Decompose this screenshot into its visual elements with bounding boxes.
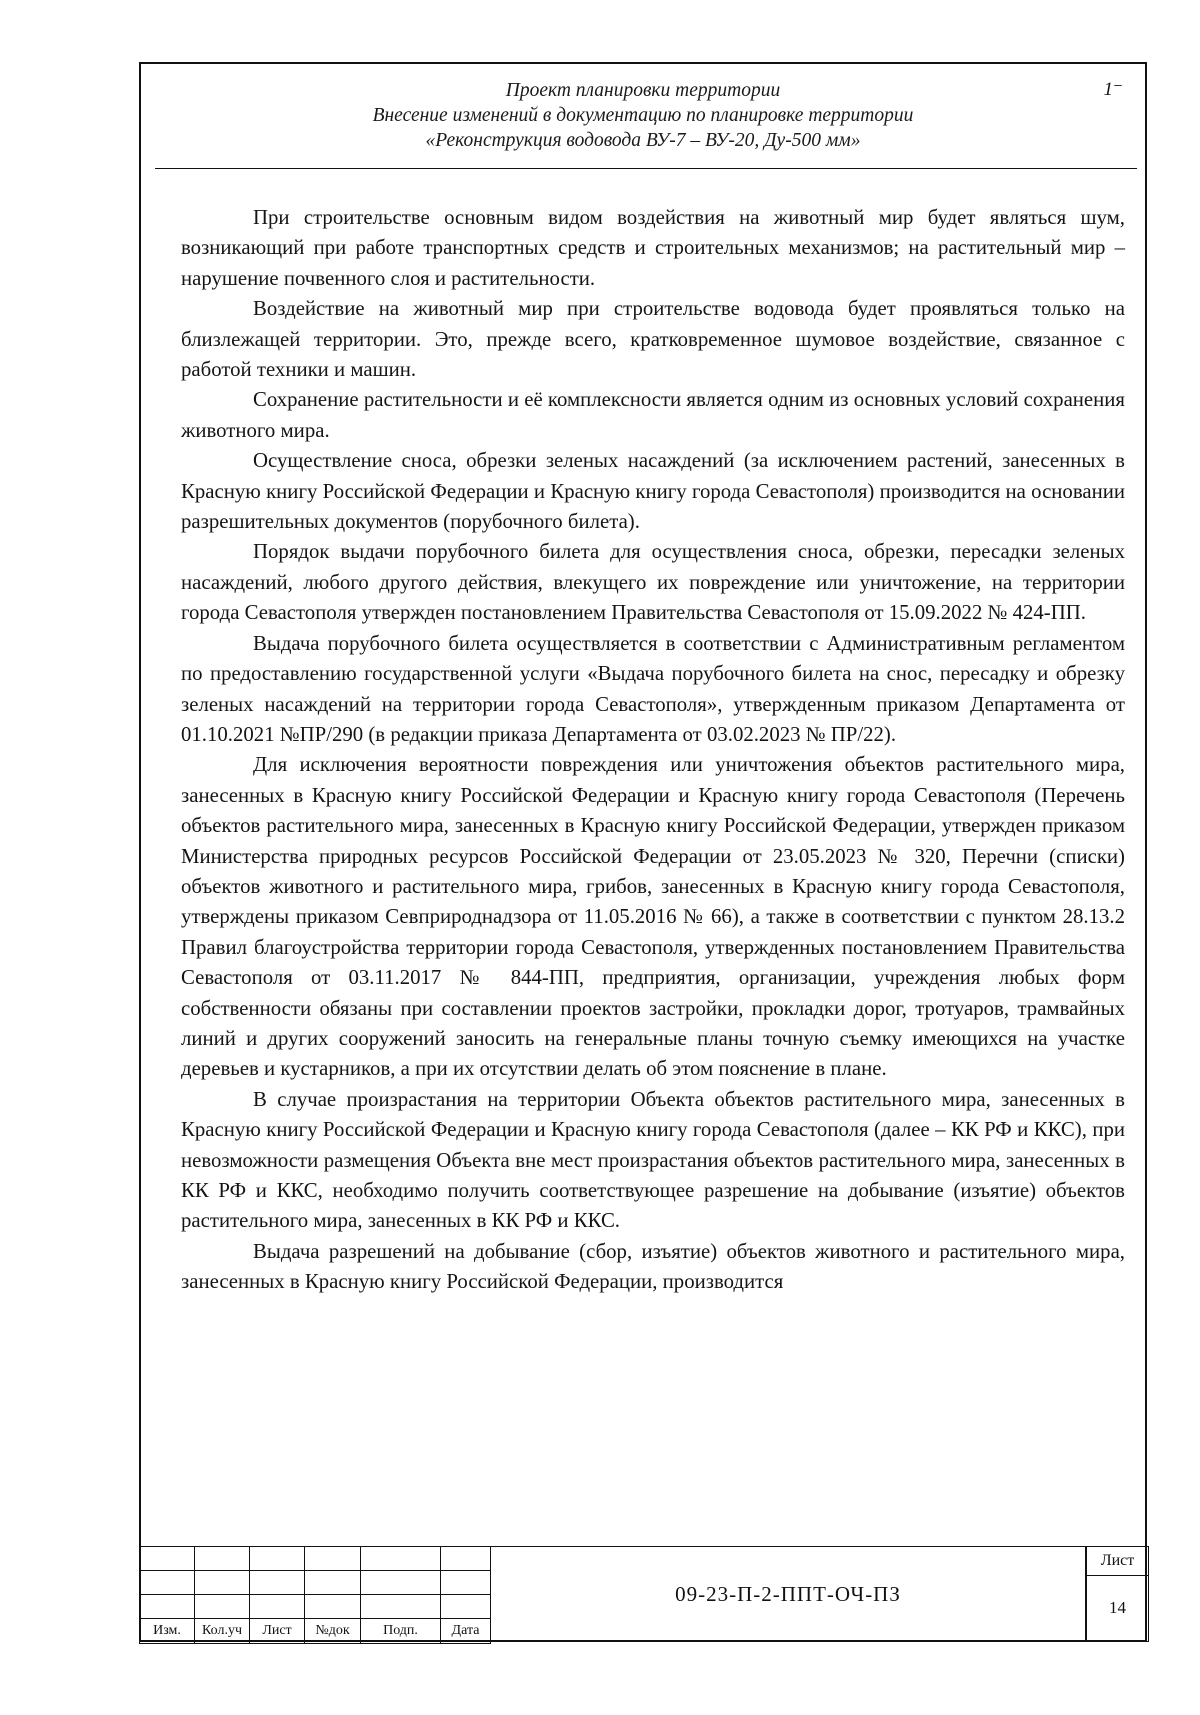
label-count: Кол.уч — [195, 1619, 250, 1644]
paragraph: При строительстве основным видом воздействия на животный мир будет являться шум, возникающий при работе транспортных средств и строительных механизмов; на растительный мир – нарушение почвенного слоя и растительности. — [181, 206, 1125, 290]
sheet-box — [1086, 1546, 1149, 1642]
paragraph: Порядок выдачи порубочного билета для осуществления сноса, обрезки, пересадки зеленых насаждений, любого другого действия, влекущего их повреждение или уничтожение, на территории города Севастополя утвержден постановлением Правительства Севастополя от 15.09.2022 № 424-ПП. — [181, 540, 1125, 625]
label-signature: Подп. — [361, 1619, 441, 1644]
label-doc-number: №док — [305, 1619, 361, 1644]
label-change: Изм. — [140, 1619, 195, 1644]
corner-mark: 1⁻ — [1103, 79, 1123, 100]
label-date: Дата — [441, 1619, 491, 1644]
document-header — [141, 78, 1145, 153]
paragraph: Воздействие на животный мир при строительстве водовода будет проявляться только на близлежащей территории. Это, прежде всего, кратковременное шумовое воздействие, связанное с работой техники и машин. — [181, 297, 1125, 382]
paragraph: Осуществление сноса, обрезки зеленых насаждений (за исключением растений, занесенных в Красную книгу Российской Федерации и Красную книгу города Севастополя) производится на основании разрешительных документов (порубочного билета). — [181, 449, 1125, 534]
header-project-title: Проект планировки территории — [505, 80, 781, 101]
header-divider — [155, 168, 1137, 169]
paragraph: Для исключения вероятности повреждения или уничтожения объектов растительного мира, занесенных в Красную книгу Российской Федерации и Красную книгу города Севастополя (Перечень объектов растительного мира, занесенных в Красную книгу Российской Федерации, утвержден приказом Министерства природных ресурсов Российской Федерации от 23.05.2023 № 320, Перечни (списки) объектов животного и растительного мира, грибов, занесенных в Красную книгу города Севастополя, утверждены приказом Севприроднадзора от 11.05.2016 № 66), а также в соответствии с пунктом 28.13.2 Правил благоустройства территории города Севастополя, утвержденных постановлением Правительства Севастополя от 03.11.2017 № 844-ПП, предприятия, организации, учреждения любых форм собственности обязаны при составлении проектов застройки, прокладки дорог, тротуаров, трамвайных линий и других сооружений заносить на генеральные планы точную съемку имеющихся на участке деревьев и кустарников, а при их отсутствии делать об этом пояснение в плане. — [181, 753, 1125, 1081]
paragraph: В случае произрастания на территории Объекта объектов растительного мира, занесенных в Красную книгу Российской Федерации и Красную книгу города Севастополя (далее – КК РФ и ККС), при невозможности размещения Объекта вне мест произрастания объектов растительного мира, занесенных в КК РФ и ККС, необходимо получить соответствующее разрешение на добывание (изъятие) объектов растительного мира, занесенных в КК РФ и ККС. — [181, 1087, 1125, 1233]
body-text — [181, 203, 1125, 1298]
document-code: 09-23-П-2-ППТ-ОЧ-ПЗ — [490, 1546, 1086, 1642]
label-sheet: Лист — [250, 1619, 305, 1644]
header-subtitle: Внесение изменений в документацию по планировке территории — [372, 105, 914, 126]
title-block — [139, 1546, 1149, 1642]
revision-table — [139, 1546, 491, 1644]
paragraph: Выдача разрешений на добывание (сбор, изъятие) объектов животного и растительного мира, занесенных в Красную книгу Российской Федерации, производится — [181, 1239, 1125, 1294]
paragraph: Сохранение растительности и её комплексности является одним из основных условий сохранения животного мира. — [181, 388, 1125, 442]
paragraph: Выдача порубочного билета осуществляется в соответствии с Административным регламентом по предоставлению государственной услуги «Выдача порубочного билета на снос, пересадку и обрезку зеленых насаждений на территории города Севастополя», утвержденным приказом Департамента от 01.10.2021 №ПР/290 (в редакции приказа Департамента от 03.02.2023 № ПР/22). — [181, 631, 1125, 746]
header-object-name: «Реконструкция водовода ВУ-7 – ВУ-20, Ду-500 мм» — [425, 130, 861, 151]
page-frame — [139, 62, 1147, 1642]
sheet-label: Лист — [1087, 1547, 1148, 1576]
sheet-number: 14 — [1109, 1598, 1126, 1617]
